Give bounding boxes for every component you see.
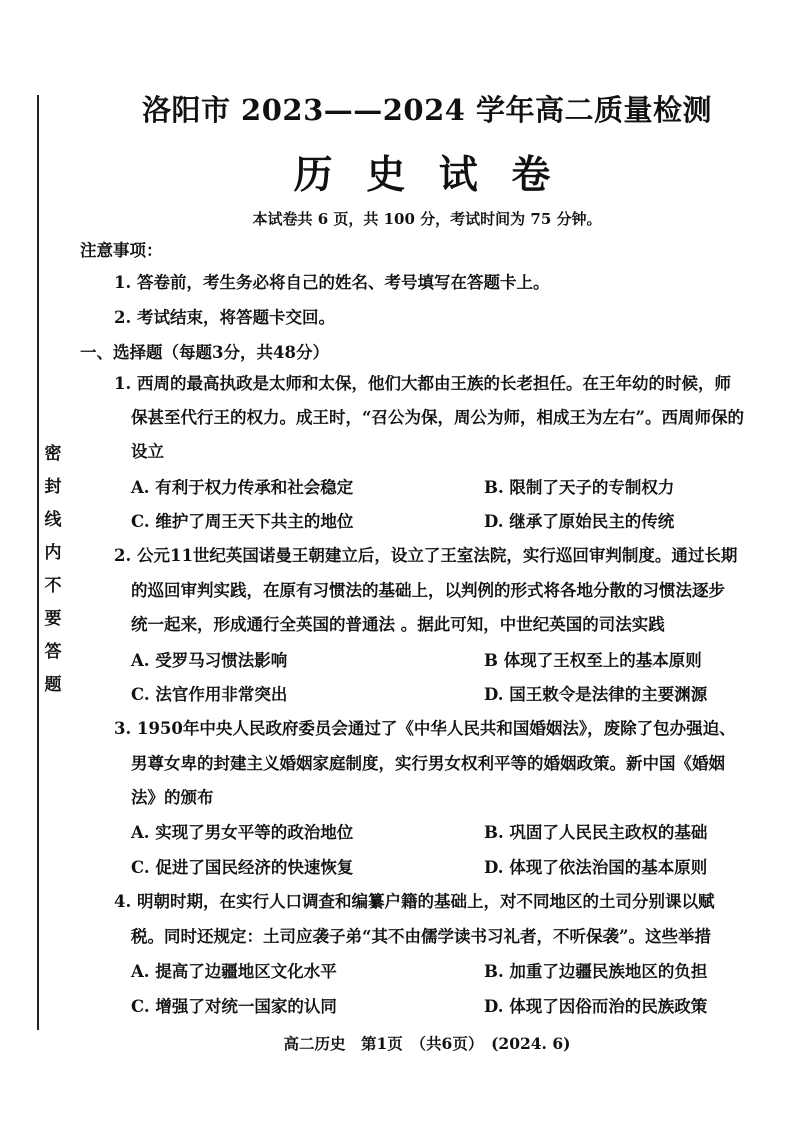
- question-1-stem: 设立: [131, 442, 164, 461]
- question-1-option-c: C. 维护了周王天下共主的地位: [131, 512, 354, 531]
- question-1-option-a: A. 有利于权力传承和社会稳定: [131, 478, 354, 497]
- question-1-stem: 保甚至代行王的权力。成王时，“召公为保，周公为师，相成王为左右”。西周师保的: [131, 408, 744, 427]
- question-4-option-c: C. 增强了对统一国家的认同: [131, 997, 337, 1016]
- section-heading: 一、选择题（每题3分，共48分）: [80, 343, 329, 362]
- question-2-stem: 2. 公元11世纪英国诺曼王朝建立后，设立了王室法院，实行巡回审判制度。通过长期: [114, 546, 738, 565]
- binding-notice: [42, 438, 64, 702]
- page-footer: 高二历史 第1页 （共6页） (2024. 6): [283, 1034, 571, 1053]
- binding-char: 密: [44, 444, 62, 464]
- question-4-option-b: B. 加重了边疆民族地区的负担: [484, 962, 708, 981]
- question-1-option-d: D. 继承了原始民主的传统: [484, 512, 675, 531]
- question-4-option-d: D. 体现了因俗而治的民族政策: [484, 997, 708, 1016]
- question-2-option-d: D. 国王敕令是法律的主要渊源: [484, 685, 708, 704]
- question-2-option-c: C. 法官作用非常突出: [131, 685, 288, 704]
- question-4-stem: 税。同时还规定：土司应袭子弟“其不由儒学读书习礼者，不听保袭”。这些举措: [131, 927, 711, 946]
- question-1-stem: 1. 西周的最高执政是太师和太保，他们大都由王族的长老担任。在王年幼的时候，师: [114, 374, 731, 393]
- notes-item: 1. 答卷前，考生务必将自己的姓名、考号填写在答题卡上。: [114, 273, 550, 292]
- exam-info: 本试卷共 6 页，共 100 分，考试时间为 75 分钟。: [252, 210, 602, 228]
- binding-char: 要: [44, 609, 62, 629]
- question-2-option-b: B 体现了王权至上的基本原则: [484, 651, 702, 670]
- question-4-stem: 4. 明朝时期，在实行人口调查和编纂户籍的基础上，对不同地区的土司分别课以赋: [114, 892, 715, 911]
- question-3-stem: 法》的颁布: [131, 788, 214, 807]
- question-3-stem: 3. 1950年中央人民政府委员会通过了《中华人民共和国婚姻法》，废除了包办强迫、: [114, 719, 736, 738]
- question-2-option-a: A. 受罗马习惯法影响: [131, 651, 288, 670]
- question-1-option-b: B. 限制了天子的专制权力: [484, 478, 675, 497]
- exam-title: 洛阳市 2023——2024 学年高二质量检测: [141, 93, 713, 127]
- binding-char: 封: [44, 477, 62, 497]
- question-3-option-a: A. 实现了男女平等的政治地位: [131, 823, 354, 842]
- question-3-option-c: C. 促进了国民经济的快速恢复: [131, 858, 354, 877]
- binding-char: 答: [44, 642, 62, 662]
- question-4-option-a: A. 提高了边疆地区文化水平: [131, 962, 337, 981]
- binding-line: [37, 95, 39, 1030]
- binding-char: 线: [44, 510, 62, 530]
- notes-heading: 注意事项：: [80, 241, 163, 260]
- question-3-stem: 男尊女卑的封建主义婚姻家庭制度，实行男女权利平等的婚姻政策。新中国《婚姻: [131, 754, 725, 773]
- question-2-stem: 的巡回审判实践，在原有习惯法的基础上，以判例的形式将各地分散的习惯法逐步: [131, 581, 725, 600]
- subject-title: 历 史 试 卷: [293, 152, 561, 198]
- question-2-stem: 统一起来，形成通行全英国的普通法 。据此可知，中世纪英国的司法实践: [131, 615, 665, 634]
- binding-char: 题: [44, 675, 62, 695]
- binding-char: 内: [44, 543, 62, 563]
- binding-char: 不: [44, 576, 62, 596]
- question-3-option-b: B. 巩固了人民民主政权的基础: [484, 823, 708, 842]
- question-3-option-d: D. 体现了依法治国的基本原则: [484, 858, 708, 877]
- notes-item: 2. 考试结束，将答题卡交回。: [114, 308, 335, 327]
